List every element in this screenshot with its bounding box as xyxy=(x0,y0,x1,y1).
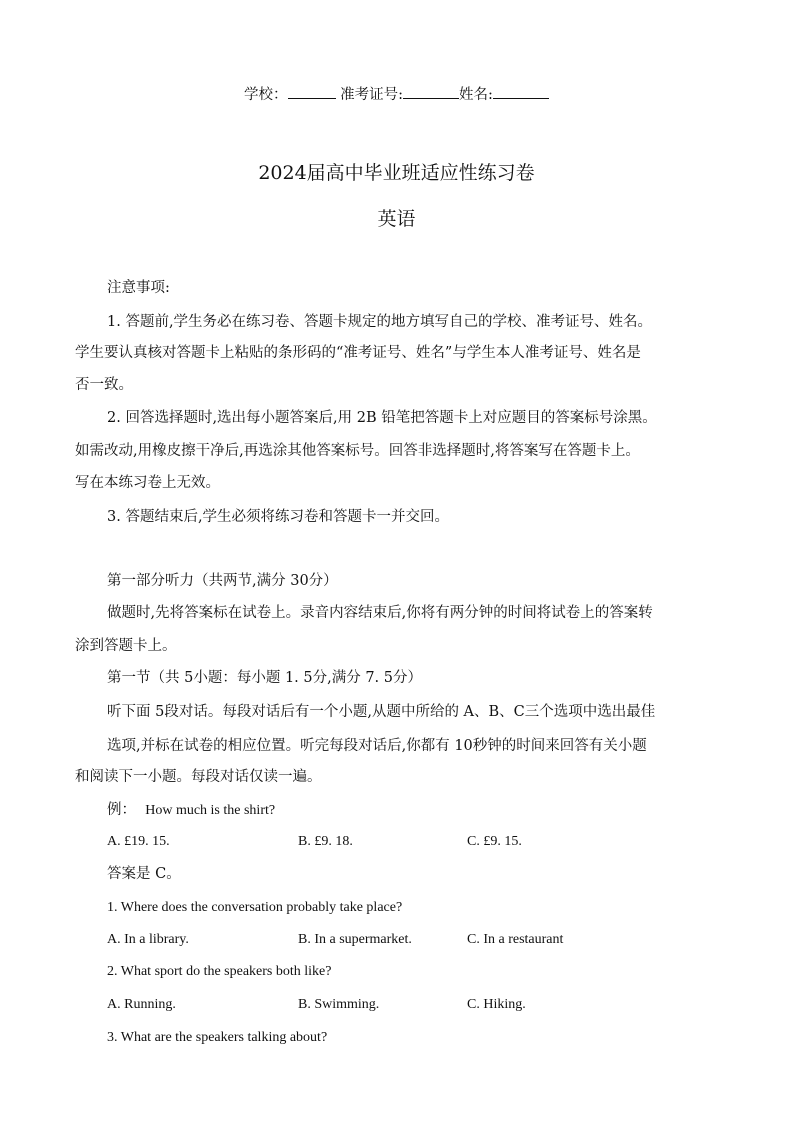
question-2-option-c: C. Hiking. xyxy=(467,997,526,1012)
question-3-text: 3. What are the speakers talking about? xyxy=(107,1030,328,1045)
notice-item-3-line-1: 3. 答题结束后,学生必须将练习卷和答题卡一并交回。 xyxy=(107,509,450,525)
section1-line-1: 听下面 5段对话。每段对话后有一个小题,从题中所给的 A、B、C三个选项中选出最佳 xyxy=(107,704,656,720)
student-info-line xyxy=(0,84,793,105)
school-label: 学校： xyxy=(244,87,288,103)
notice-item-1-line-1: 1. 答题前,学生务必在练习卷、答题卡规定的地方填写自己的学校、准考证号、姓名。 xyxy=(107,314,653,330)
section1-line-3: 和阅读下一小题。每段对话仅读一遍。 xyxy=(75,769,322,785)
part1-heading: 第一部分听力（共两节,满分 30分） xyxy=(107,573,338,589)
example-option-b: B. £9. 18. xyxy=(298,834,353,849)
name-label: 姓名: xyxy=(459,87,493,103)
exam-title: 2024届高中毕业班适应性练习卷 xyxy=(258,162,535,184)
question-1-option-c: C. In a restaurant xyxy=(467,932,564,947)
notice-item-2-line-3: 写在本练习卷上无效。 xyxy=(75,475,220,491)
example-option-a: A. £19. 15. xyxy=(107,834,170,849)
exam-subject: 英语 xyxy=(377,208,416,230)
question-1-option-b: B. In a supermarket. xyxy=(298,932,412,947)
question-1-text: 1. Where does the conversation probably take place? xyxy=(107,900,403,915)
example-question-text: How much is the shirt? xyxy=(145,803,276,818)
example-prefix: 例： xyxy=(107,802,136,818)
example-option-c: C. £9. 15. xyxy=(467,834,522,849)
notice-heading: 注意事项: xyxy=(107,280,170,296)
notice-item-2-line-1: 2. 回答选择题时,选出每小题答案后,用 2B 铅笔把答题卡上对应题目的答案标号涂黑。 xyxy=(107,410,657,426)
ticket-blank xyxy=(403,84,459,99)
question-2-text: 2. What sport do the speakers both like? xyxy=(107,964,332,979)
question-2-option-a: A. Running. xyxy=(107,997,176,1012)
name-blank xyxy=(493,84,549,99)
question-1-option-a: A. In a library. xyxy=(107,932,189,947)
section1-line-2: 选项,并标在试卷的相应位置。听完每段对话后,你都有 10秒钟的时间来回答有关小题 xyxy=(107,738,647,754)
school-blank xyxy=(288,84,336,99)
notice-item-2-line-2: 如需改动,用橡皮擦干净后,再选涂其他答案标号。回答非选择题时,将答案写在答题卡上。 xyxy=(75,443,640,459)
example-answer: 答案是 C。 xyxy=(107,866,181,882)
question-2-option-b: B. Swimming. xyxy=(298,997,380,1012)
example-question xyxy=(107,800,275,821)
notice-item-1-line-2: 学生要认真核对答题卡上粘贴的条形码的“准考证号、姓名”与学生本人准考证号、姓名是 xyxy=(75,345,641,361)
ticket-label: 准考证号: xyxy=(340,87,404,103)
part1-intro-line-1: 做题时,先将答案标在试卷上。录音内容结束后,你将有两分钟的时间将试卷上的答案转 xyxy=(107,605,653,621)
part1-intro-line-2: 涂到答题卡上。 xyxy=(75,638,177,654)
notice-item-1-line-3: 否一致。 xyxy=(75,377,133,393)
section1-heading: 第一节（共 5小题：每小题 1. 5分,满分 7. 5分） xyxy=(107,670,422,686)
